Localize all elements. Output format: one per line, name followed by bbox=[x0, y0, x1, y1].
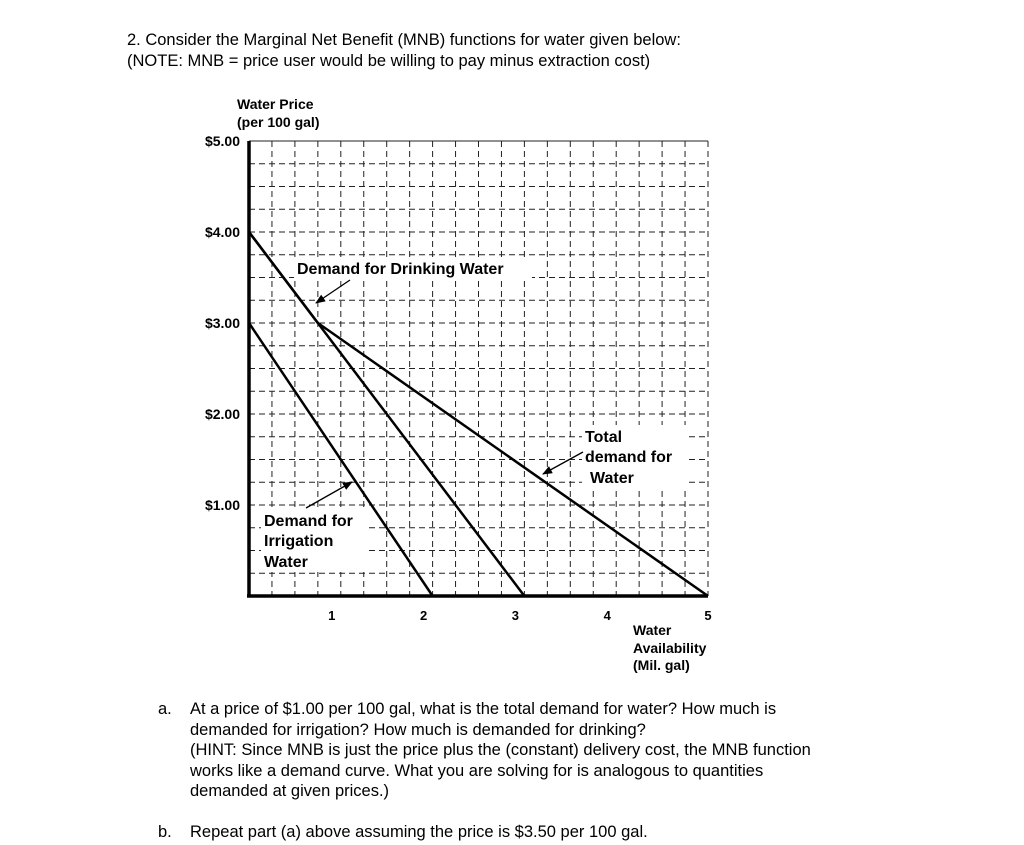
annotation-total-line2: demand for bbox=[585, 449, 673, 466]
part-b-line-1: Repeat part (a) above assuming the price is $3.50 per 100 gal. bbox=[190, 822, 648, 841]
annotation-total-line3: Water bbox=[590, 470, 634, 487]
y-tick-label: $1.00 bbox=[204, 497, 240, 513]
x-axis-label-line3: (Mil. gal) bbox=[633, 657, 690, 673]
question-line-2: (NOTE: MNB = price user would be willing to pay minus extraction cost) bbox=[127, 52, 651, 70]
part-a bbox=[158, 699, 811, 802]
part-a-line-2: demanded for irrigation? How much is demanded for drinking? bbox=[190, 720, 646, 739]
y-tick-label: $4.00 bbox=[204, 224, 240, 240]
question-line-1: 2. Consider the Marginal Net Benefit (MNB) functions for water given below: bbox=[127, 31, 681, 49]
x-axis-label-line1: Water bbox=[633, 622, 672, 638]
y-axis-label-line1: Water Price bbox=[237, 96, 314, 112]
part-a-label: a. bbox=[158, 700, 172, 718]
annotation-irrigation-line2: Irrigation bbox=[264, 533, 334, 550]
part-a-line-5: demanded at given prices.) bbox=[190, 782, 390, 800]
x-tick-label: 4 bbox=[603, 608, 611, 623]
x-tick-label: 2 bbox=[419, 608, 428, 623]
y-axis-label-line2: (per 100 gal) bbox=[237, 114, 320, 130]
x-tick-label: 5 bbox=[704, 608, 712, 623]
y-tick-label: $2.00 bbox=[204, 406, 240, 422]
annotation-total-line1: Total bbox=[585, 429, 623, 446]
y-tick-label: $3.00 bbox=[204, 315, 240, 331]
annotation-drinking: Demand for Drinking Water bbox=[297, 261, 504, 278]
x-tick-label: 1 bbox=[328, 608, 336, 623]
annotation-irrigation-line1: Demand for bbox=[264, 513, 353, 530]
part-b bbox=[158, 822, 811, 843]
part-a-line-3: (HINT: Since MNB is just the price plus the (constant) delivery cost, the MNB function bbox=[190, 741, 811, 759]
part-b-label: b. bbox=[158, 822, 172, 841]
annotation-drinking-arrow bbox=[316, 280, 350, 303]
y-tick-label: $5.00 bbox=[204, 133, 240, 149]
part-a-line-1: At a price of $1.00 per 100 gal, what is the total demand for water? How much is bbox=[190, 700, 777, 718]
question-parts bbox=[158, 699, 811, 842]
annotation-irrigation-arrow bbox=[306, 482, 352, 508]
x-tick-label: 3 bbox=[511, 608, 520, 623]
annotation-irrigation-line3: Water bbox=[264, 554, 308, 571]
annotation-total-arrow bbox=[543, 452, 583, 474]
x-axis-label-line2: Availability bbox=[633, 640, 707, 656]
part-a-line-4: works like a demand curve. What you are solving for is analogous to quantities bbox=[190, 761, 764, 780]
